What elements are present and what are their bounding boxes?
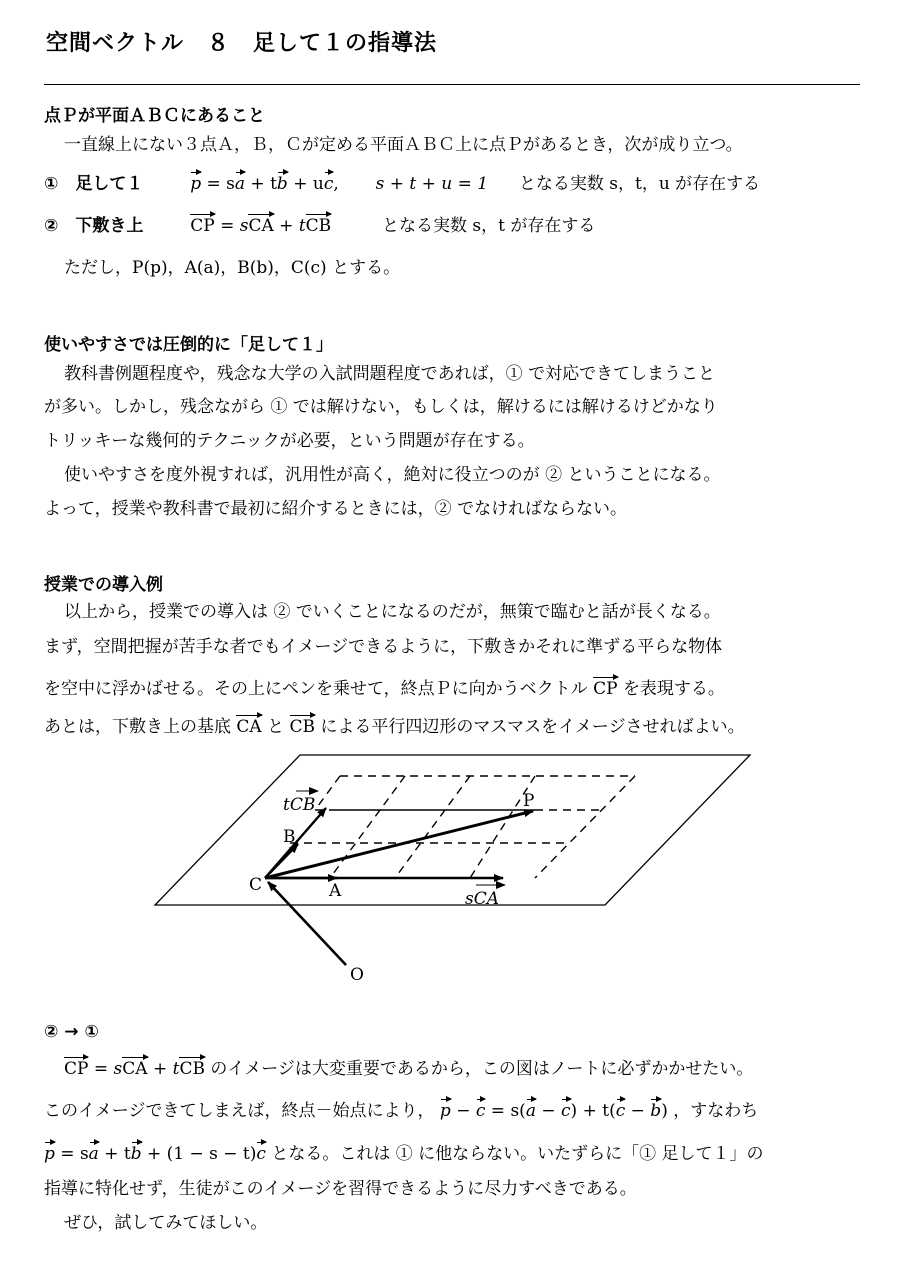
s2-line3: トリッキーな幾何的テクニックが必要，という問題が存在する。 [44,431,535,451]
page-title: 空間ベクトル ８ 足して１の指導法 [46,31,438,56]
s3-line2: まず，空間把握が苦手な者でもイメージできるように，下敷きかそれに準ずる平らな物体 [44,637,723,657]
s1-note: ただし，P(p)，A(a)，B(b)，C(c) とする。 [64,258,401,278]
s3-line3-a: を空中に浮かばせる。その上にペンを乗せて，終点Ｐに向かうベクトル [44,679,588,699]
s4-line2-a: このイメージできてしまえば，終点－始点により， [44,1101,435,1121]
item1-cond: s + t + u = 1 [375,174,489,194]
s4-line4: 指導に特化せず，生徒がこのイメージを習得できるように尽力すべきである。 [44,1179,637,1199]
grid-dashed [290,776,635,878]
section-heading-2to1: ② → ① [44,1022,99,1042]
section-heading-intro: 授業での導入例 [44,575,163,595]
arrow-CP [265,811,533,878]
s3-line3-b: を表現する。 [622,679,725,699]
item1-formula: p = sa + tb + uc, [190,174,339,194]
section-heading-usability: 使いやすさでは圧倒的に「足して１」 [44,335,333,355]
label-O: O [350,965,364,985]
item1-label: ① 足して１ [44,174,144,194]
label-tCB: tCB [283,795,316,815]
vector-CA: CA [236,717,262,737]
s4-line1 [64,1061,753,1078]
s4-line5: ぜひ，試してみてほしい。 [64,1213,268,1233]
s4-line2 [44,1103,758,1120]
s3-line1: 以上から，授業での導入は ② でいくことになるのだが，無策で臨むと話が長くなる。 [64,602,721,622]
s3-line4-b: と [267,717,285,737]
section-heading-plane: 点Ｐが平面ＡＢＣにあること [44,106,265,126]
vector-CP: CP [593,679,618,699]
item2-tail: となる実数 s，t が存在する [381,216,596,236]
s3-line4-c: による平行四辺形のマスマスをイメージさせればよい。 [320,717,745,737]
s2-line2: が多い。しかし，残念ながら ① では解けない，もしくは，解けるには解けるけどかなり [44,397,718,417]
s4-line1-text: のイメージは大変重要であるから，この図はノートに必ずかかせたい。 [210,1059,754,1079]
s3-line4-a: あとは，下敷き上の基底 [44,717,231,737]
item1-tail: となる実数 s，t，u が存在する [518,174,761,194]
item2-label: ② 下敷き上 [44,216,144,236]
label-sCA: sCA [465,889,500,909]
s4-formula-diff: p − c = s(a − c) + t(c − b) [439,1101,668,1121]
s4-formula-cp: CP = sCA + tCB [64,1059,205,1079]
label-C: C [249,875,263,895]
s4-line3-text: となる。これは ① に他ならない。いたずらに「① 足して１」の [271,1144,764,1164]
s2-line5: よって，授業や教科書で最初に紹介するときには，② でなければならない。 [44,499,628,519]
label-B: B [283,827,296,847]
vector-CB: CB [289,717,316,737]
item2-formula: CP = sCA + tCB [190,216,332,236]
s4-line2-b: ，すなわち [673,1101,759,1121]
label-P: P [523,791,535,811]
s2-line4: 使いやすさを度外視すれば，汎用性が高く，絶対に役立つのが ② ということになる。 [64,465,721,485]
s1-intro: 一直線上にない３点Ａ，Ｂ，Ｃが定める平面ＡＢＣ上に点Ｐがあるとき，次が成り立つ。 [64,135,743,155]
s4-formula-sum: p = sa + tb + (1 − s − t)c [44,1144,266,1164]
s4-line3 [44,1146,764,1163]
label-A: A [329,881,342,901]
s2-line1: 教科書例題程度や，残念な大学の入試問題程度であれば，① で対応できてしまうこと [64,364,716,384]
